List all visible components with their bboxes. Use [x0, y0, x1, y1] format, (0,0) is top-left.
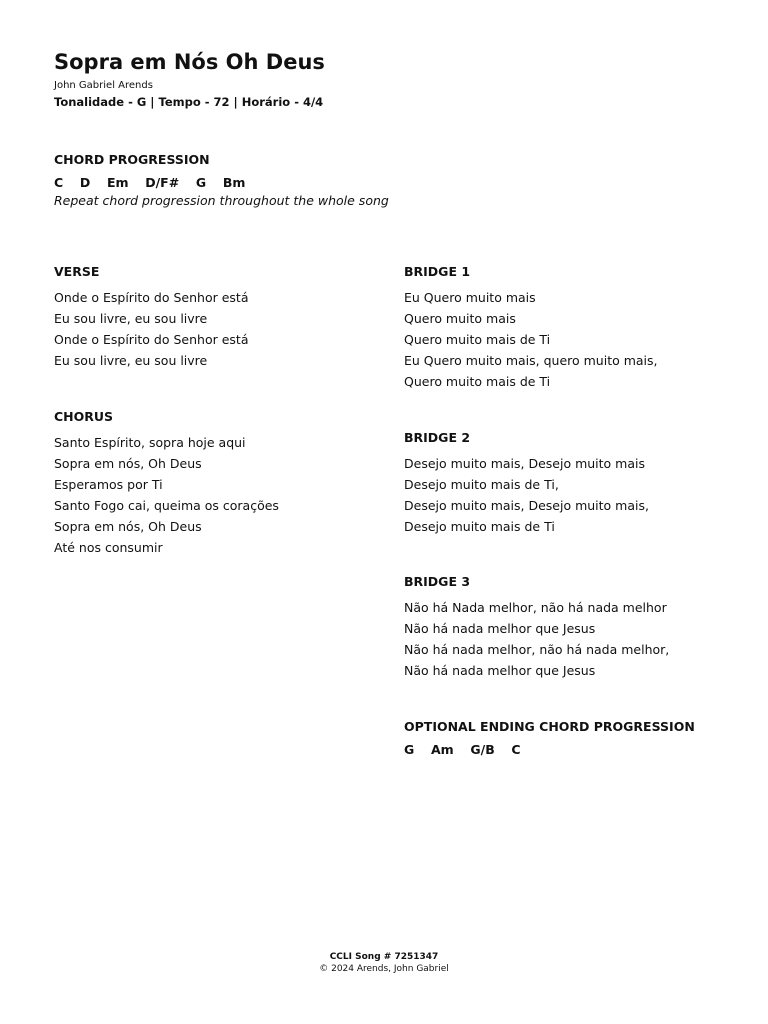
bridge3-heading: BRIDGE 3 — [404, 574, 471, 589]
bridge1-line: Quero muito mais de Ti — [404, 374, 551, 389]
bridge3-line: Não há nada melhor, não há nada melhor, — [404, 642, 670, 657]
chord-progression-heading: CHORD PROGRESSION — [54, 152, 210, 167]
verse-line: Onde o Espírito do Senhor está — [54, 332, 249, 347]
bridge1-line: Eu Quero muito mais — [404, 290, 536, 305]
chorus-line: Santo Fogo cai, queima os corações — [54, 498, 279, 513]
chord-progression-chords: C D Em D/F# G Bm — [54, 175, 246, 190]
chorus-line: Santo Espírito, sopra hoje aqui — [54, 435, 246, 450]
bridge2-heading: BRIDGE 2 — [404, 430, 471, 445]
bridge1-heading: BRIDGE 1 — [404, 264, 471, 279]
page-footer — [0, 951, 768, 975]
verse-heading: VERSE — [54, 264, 100, 279]
chorus-line: Sopra em nós, Oh Deus — [54, 456, 202, 471]
song-meta: Tonalidade - G | Tempo - 72 | Horário - 4/4 — [54, 95, 324, 109]
verse-line: Onde o Espírito do Senhor está — [54, 290, 249, 305]
bridge3-line: Não há nada melhor que Jesus — [404, 621, 596, 636]
chord-progression-note: Repeat chord progression throughout the whole song — [54, 193, 389, 208]
bridge2-section — [404, 430, 649, 537]
bridge2-line: Desejo muito mais, Desejo muito mais, — [404, 498, 649, 513]
verse-line: Eu sou livre, eu sou livre — [54, 311, 208, 326]
bridge1-line: Quero muito mais de Ti — [404, 332, 551, 347]
song-title: Sopra em Nós Oh Deus — [54, 50, 325, 74]
bridge1-line: Eu Quero muito mais, quero muito mais, — [404, 353, 658, 368]
bridge1-line: Quero muito mais — [404, 311, 516, 326]
chorus-section — [54, 409, 279, 558]
copyright-notice: © 2024 Arends, John Gabriel — [319, 964, 449, 974]
verse-section — [54, 264, 248, 371]
ending-section — [404, 719, 695, 760]
chorus-line: Sopra em nós, Oh Deus — [54, 519, 202, 534]
ending-chords: G Am G/B C — [404, 742, 521, 757]
chorus-line: Esperamos por Ti — [54, 477, 163, 492]
ending-heading: OPTIONAL ENDING CHORD PROGRESSION — [404, 719, 695, 734]
bridge3-line: Não há Nada melhor, não há nada melhor — [404, 600, 667, 615]
ccli-number: CCLI Song # 7251347 — [329, 952, 439, 962]
verse-line: Eu sou livre, eu sou livre — [54, 353, 208, 368]
bridge1-section — [404, 264, 658, 392]
bridge2-line: Desejo muito mais, Desejo muito mais — [404, 456, 646, 471]
chord-progression-section — [54, 152, 389, 208]
chorus-line: Até nos consumir — [54, 540, 163, 555]
song-author: John Gabriel Arends — [54, 80, 153, 91]
chorus-heading: CHORUS — [54, 409, 114, 424]
bridge2-line: Desejo muito mais de Ti, — [404, 477, 559, 492]
bridge2-line: Desejo muito mais de Ti — [404, 519, 555, 534]
bridge3-section — [404, 574, 669, 681]
bridge3-line: Não há nada melhor que Jesus — [404, 663, 596, 678]
